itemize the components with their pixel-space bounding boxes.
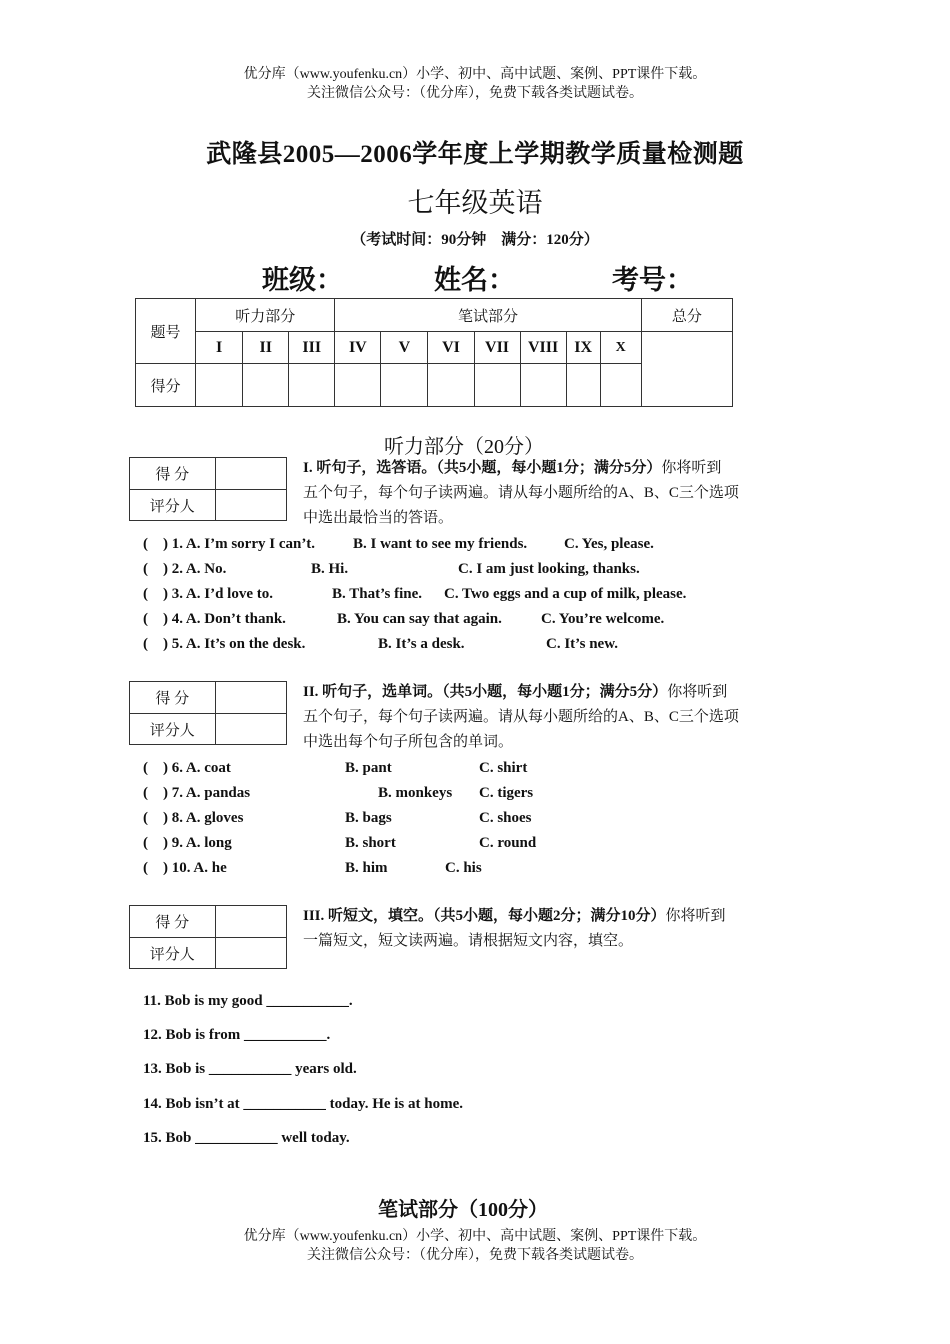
option-c: C. tigers xyxy=(479,785,534,801)
question-row xyxy=(143,533,843,555)
roman-numeral: V xyxy=(381,332,428,364)
roman-numeral: III xyxy=(289,332,335,364)
question-stem: ( ) 4. A. Don’t thank. xyxy=(143,611,286,627)
score-cell[interactable] xyxy=(600,364,641,407)
written-part-label: 笔试部分 xyxy=(335,299,641,332)
option-c: C. Two eggs and a cup of milk, please. xyxy=(444,586,687,602)
grade-box-score-cell[interactable] xyxy=(215,906,287,938)
question-row xyxy=(143,583,843,605)
question-stem: ( ) 1. A. I’m sorry I can’t. xyxy=(143,536,316,552)
grade-box-grader-cell[interactable] xyxy=(215,490,287,521)
footer-line-1: 优分库（www.youfenku.cn）小学、初中、高中试题、案例、PPT课件下载。 xyxy=(243,1229,707,1244)
option-b: B. You can say that again. xyxy=(337,611,502,627)
question-stem: ( ) 9. A. long xyxy=(143,835,232,851)
question-row xyxy=(143,832,843,854)
section-2-instr-line3: 中选出每个句子所包含的单词。 xyxy=(303,734,514,750)
fill-in-question: 12. Bob is from ___________. xyxy=(143,1027,331,1043)
question-stem: ( ) 10. A. he xyxy=(143,860,227,876)
option-b: B. It’s a desk. xyxy=(378,636,465,652)
question-row xyxy=(143,608,843,630)
option-c: C. shirt xyxy=(479,760,528,776)
written-section-header: 笔试部分（100分） xyxy=(378,1199,548,1221)
section-1-instr-line2: 五个句子，每个句子读两遍。请从每小题所给的A、B、C三个选项 xyxy=(303,485,739,501)
option-c: C. I am just looking, thanks. xyxy=(458,561,640,577)
roman-numeral: IV xyxy=(335,332,381,364)
option-b: B. short xyxy=(345,835,396,851)
exam-info: （考试时间：90分钟 满分：120分） xyxy=(351,232,599,248)
section-3-heading: III. 听短文，填空。（共5小题，每小题2分；满分10分） xyxy=(303,908,666,924)
class-field-label: 班级： xyxy=(262,265,343,295)
score-cell[interactable] xyxy=(474,364,520,407)
score-label: 得分 xyxy=(136,364,196,407)
section-1-heading: I. 听句子，选答语。（共5小题，每小题1分；满分5分） xyxy=(303,460,662,476)
grade-box-grader-label: 评分人 xyxy=(130,490,216,521)
section-1-instr-line1: 你将听到 xyxy=(661,460,722,476)
grade-box-grader-cell[interactable] xyxy=(215,714,287,745)
option-c: C. shoes xyxy=(479,810,532,826)
exam-title: 武隆县2005—2006学年度上学期教学质量检测题 xyxy=(206,141,744,168)
option-b: B. monkeys xyxy=(378,785,453,801)
fill-in-question: 13. Bob is ___________ years old. xyxy=(143,1061,357,1077)
grade-box xyxy=(129,457,287,521)
header-line-2: 关注微信公众号：（优分库），免费下载各类试题试卷。 xyxy=(307,86,643,101)
score-table xyxy=(135,298,733,407)
question-row xyxy=(143,807,843,829)
section-3-instr-line2: 一篇短文，短文读两遍。请根据短文内容，填空。 xyxy=(303,933,634,949)
option-c: C. It’s new. xyxy=(546,636,618,652)
section-2-instructions xyxy=(303,680,813,755)
number-field-label: 考号： xyxy=(612,265,693,295)
option-b: B. I want to see my friends. xyxy=(353,536,528,552)
option-c: C. Yes, please. xyxy=(564,536,654,552)
option-b: B. bags xyxy=(345,810,392,826)
listening-section-header: 听力部分（20分） xyxy=(384,436,544,458)
roman-numeral: II xyxy=(243,332,289,364)
option-b: B. Hi. xyxy=(311,561,349,577)
section-3-instructions xyxy=(303,904,813,954)
grade-box xyxy=(129,681,287,745)
option-c: C. round xyxy=(479,835,537,851)
option-c: C. You’re welcome. xyxy=(541,611,665,627)
section-2-instr-line1: 你将听到 xyxy=(667,684,728,700)
footer-line-2: 关注微信公众号：（优分库），免费下载各类试题试卷。 xyxy=(307,1248,643,1263)
section-1-instr-line3: 中选出最恰当的答语。 xyxy=(303,510,454,526)
option-b: B. pant xyxy=(345,760,392,776)
question-stem: ( ) 2. A. No. xyxy=(143,561,227,577)
fill-in-question: 14. Bob isn’t at ___________ today. He is at home. xyxy=(143,1096,464,1112)
option-b: B. him xyxy=(345,860,388,876)
score-cell[interactable] xyxy=(381,364,428,407)
score-cell[interactable] xyxy=(566,364,600,407)
question-row xyxy=(143,857,843,879)
grade-box-grader-label: 评分人 xyxy=(130,714,216,745)
roman-numeral: X xyxy=(600,332,641,364)
grade-box-score-label: 得 分 xyxy=(130,682,216,714)
section-2-heading: II. 听句子，选单词。（共5小题，每小题1分；满分5分） xyxy=(303,684,668,700)
grade-box-score-label: 得 分 xyxy=(130,458,216,490)
roman-numeral: I xyxy=(196,332,243,364)
score-cell[interactable] xyxy=(243,364,289,407)
roman-numeral: VIII xyxy=(520,332,566,364)
total-label: 总分 xyxy=(641,299,732,332)
roman-numeral: VII xyxy=(474,332,520,364)
question-row xyxy=(143,782,843,804)
grade-box-grader-label: 评分人 xyxy=(130,938,216,969)
question-stem: ( ) 7. A. pandas xyxy=(143,785,251,801)
question-row xyxy=(143,558,843,580)
grade-box-score-label: 得 分 xyxy=(130,906,216,938)
question-stem: ( ) 6. A. coat xyxy=(143,760,231,776)
fill-in-question: 15. Bob ___________ well today. xyxy=(143,1130,350,1146)
grade-box xyxy=(129,905,287,969)
question-stem: ( ) 5. A. It’s on the desk. xyxy=(143,636,306,652)
grade-box-score-cell[interactable] xyxy=(215,458,287,490)
total-score-cell[interactable] xyxy=(641,332,732,407)
name-field-label: 姓名： xyxy=(434,265,515,295)
question-stem: ( ) 3. A. I’d love to. xyxy=(143,586,273,602)
section-3-instr-line1: 你将听到 xyxy=(665,908,726,924)
score-cell[interactable] xyxy=(335,364,381,407)
score-cell[interactable] xyxy=(289,364,335,407)
score-cell[interactable] xyxy=(428,364,474,407)
roman-numeral: IX xyxy=(566,332,600,364)
question-row xyxy=(143,633,843,655)
question-stem: ( ) 8. A. gloves xyxy=(143,810,244,826)
section-2-instr-line2: 五个句子，每个句子读两遍。请从每小题所给的A、B、C三个选项 xyxy=(303,709,739,725)
tihao-label: 题号 xyxy=(136,299,196,364)
grade-box-grader-cell[interactable] xyxy=(215,938,287,969)
fill-in-question: 11. Bob is my good ___________. xyxy=(143,993,353,1009)
score-cell[interactable] xyxy=(196,364,243,407)
listening-part-label: 听力部分 xyxy=(196,299,335,332)
grade-box-score-cell[interactable] xyxy=(215,682,287,714)
exam-subtitle: 七年级英语 xyxy=(407,188,543,218)
section-1-instructions xyxy=(303,456,813,531)
option-c: C. his xyxy=(445,860,482,876)
header-line-1: 优分库（www.youfenku.cn）小学、初中、高中试题、案例、PPT课件下载。 xyxy=(243,67,707,82)
score-cell[interactable] xyxy=(520,364,566,407)
question-row xyxy=(143,757,843,779)
option-b: B. That’s fine. xyxy=(332,586,423,602)
roman-numeral: VI xyxy=(428,332,474,364)
